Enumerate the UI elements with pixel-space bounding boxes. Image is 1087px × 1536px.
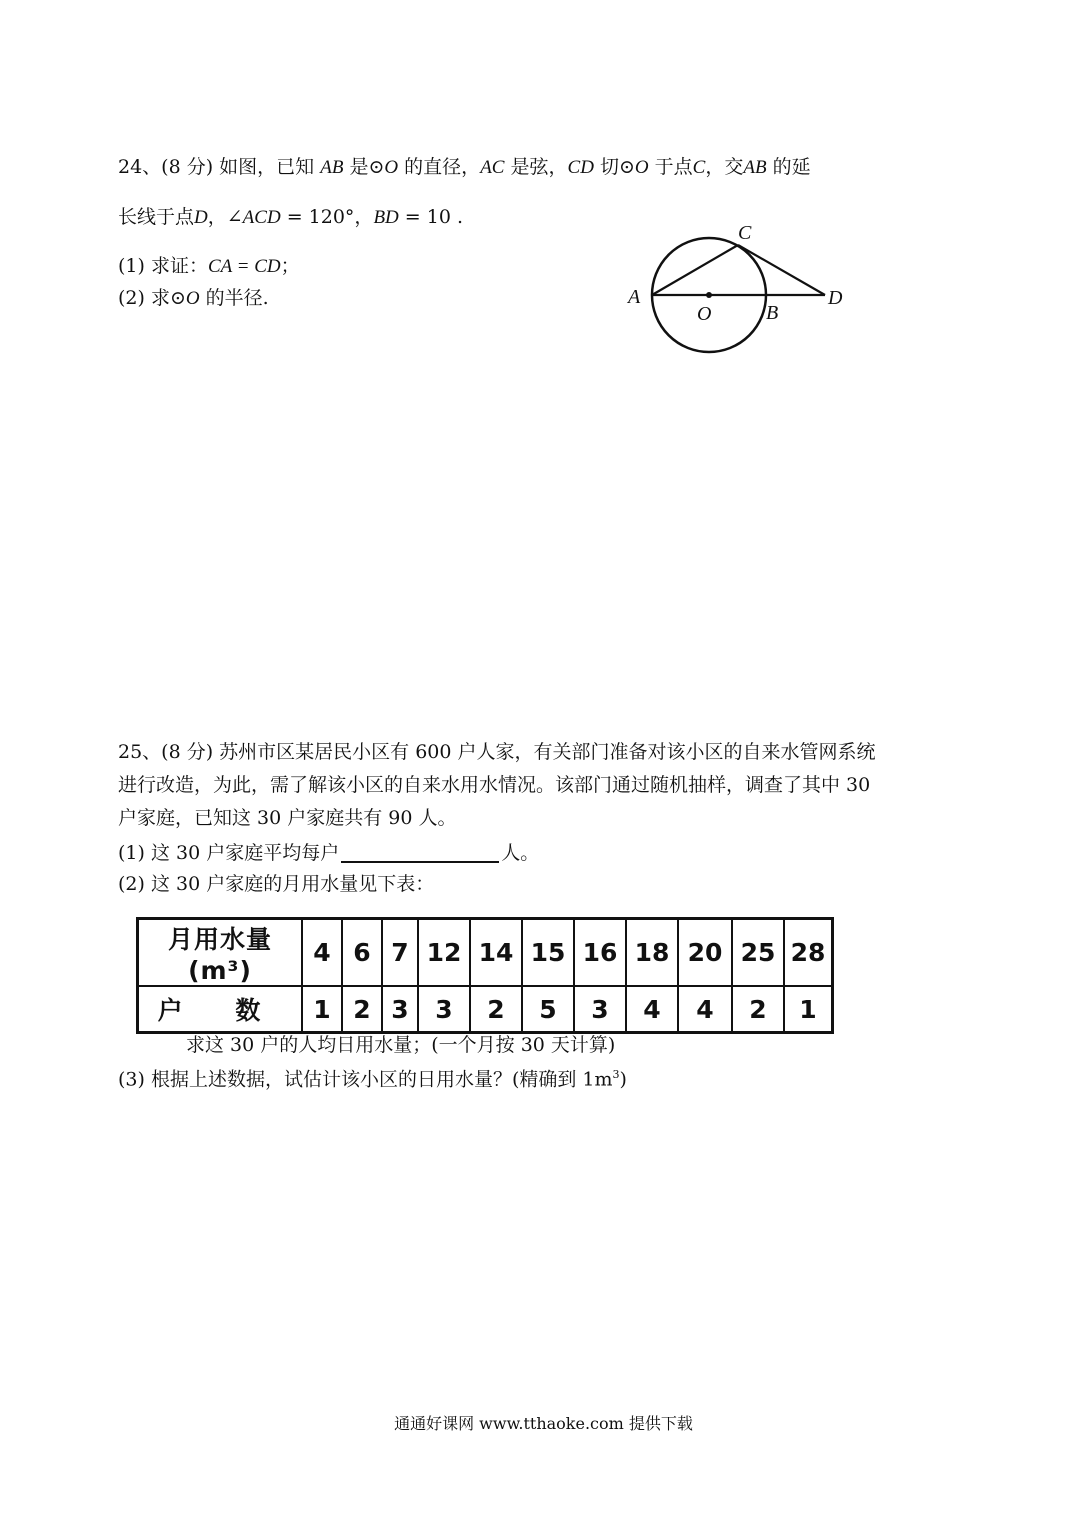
- text: 24、(8 分) 如图，已知: [118, 156, 321, 178]
- water-usage-table: [136, 917, 834, 1034]
- table-cell: 2: [342, 986, 382, 1033]
- text: (1) 这 30 户家庭平均每户: [118, 842, 340, 864]
- text: 的延: [766, 156, 811, 178]
- table-cell: 4: [626, 986, 678, 1033]
- answer-blank[interactable]: [341, 843, 499, 863]
- table-cell: 7: [382, 919, 418, 987]
- table-cell: 3: [574, 986, 626, 1033]
- var: CD: [567, 157, 594, 178]
- text: 是弦，: [504, 156, 568, 178]
- table-cell: 28: [784, 919, 833, 987]
- q25-line-3: 户家庭，已知这 30 户家庭共有 90 人。: [118, 807, 457, 829]
- q25-subquestion-1: [118, 843, 539, 863]
- chord-ac: [652, 245, 738, 295]
- text: 的半径.: [199, 287, 269, 309]
- table-cell: 6: [342, 919, 382, 987]
- text: 是⊙: [343, 156, 385, 178]
- q25-task: 求这 30 户的人均日用水量；(一个月按 30 天计算): [186, 1034, 616, 1056]
- table-cell: 16: [574, 919, 626, 987]
- table-row-usage: [138, 919, 833, 987]
- q24-subquestion-1: [118, 257, 300, 276]
- var: O: [185, 288, 200, 309]
- page-footer: 通通好课网 www.tthaoke.com 提供下载: [394, 1414, 693, 1433]
- table-cell: 20: [678, 919, 732, 987]
- text: (3) 根据上述数据，试估计该小区的日用水量？(精确到 1m: [118, 1068, 613, 1091]
- var: C: [692, 157, 706, 178]
- text: 的直径，: [398, 156, 481, 178]
- table-cell: 5: [522, 986, 574, 1033]
- table-header-usage: 月用水量(m³): [138, 919, 303, 987]
- table-cell: 4: [302, 919, 342, 987]
- var: AC: [480, 157, 505, 178]
- equation: CA = CD: [207, 256, 281, 277]
- var: AB: [320, 157, 344, 178]
- text: = 10 .: [398, 206, 464, 228]
- var: O: [384, 157, 399, 178]
- text: 切⊙: [593, 156, 635, 178]
- table-cell: 1: [302, 986, 342, 1033]
- var: ACD: [242, 207, 281, 228]
- var: BD: [373, 207, 399, 228]
- text: 于点: [648, 156, 693, 178]
- table-cell: 18: [626, 919, 678, 987]
- table-cell: 15: [522, 919, 574, 987]
- q25-subquestion-3: [118, 1069, 627, 1089]
- text: (2) 求⊙: [118, 287, 186, 309]
- q24-subquestion-2: [118, 289, 269, 308]
- label-b: B: [766, 302, 779, 324]
- text: (1) 求证：: [118, 255, 208, 277]
- q24-line-1: [118, 158, 811, 177]
- q25-subquestion-2: (2) 这 30 户家庭的月用水量见下表：: [118, 873, 435, 895]
- q25-line-1: 25、(8 分) 苏州市区某居民小区有 600 户人家，有关部门准备对该小区的自来水管网系统: [118, 741, 876, 763]
- text: 长线于点: [118, 206, 195, 228]
- var: D: [194, 207, 208, 228]
- label-d: D: [828, 287, 843, 309]
- text: ；: [280, 255, 300, 277]
- table-cell: 12: [418, 919, 470, 987]
- q24-line-2: [118, 208, 463, 227]
- text: ，交: [705, 156, 744, 178]
- table-cell: 25: [732, 919, 784, 987]
- table-row-households: [138, 986, 833, 1033]
- table-cell: 3: [418, 986, 470, 1033]
- text: ，∠: [207, 206, 243, 228]
- table-header-households: 户 数: [138, 986, 303, 1033]
- superscript: 3: [612, 1068, 620, 1081]
- label-o: O: [697, 303, 712, 325]
- text: ): [619, 1068, 627, 1091]
- center-point: [706, 292, 712, 298]
- table-cell: 2: [470, 986, 522, 1033]
- table-cell: 4: [678, 986, 732, 1033]
- table-cell: 14: [470, 919, 522, 987]
- table-cell: 1: [784, 986, 833, 1033]
- tangent-cd: [738, 245, 825, 295]
- text: 人。: [501, 842, 540, 864]
- label-a: A: [628, 286, 641, 308]
- circle-tangent-figure: [620, 215, 860, 365]
- var: AB: [743, 157, 767, 178]
- text: = 120°，: [280, 206, 374, 228]
- var: O: [634, 157, 649, 178]
- table-cell: 3: [382, 986, 418, 1033]
- q25-line-2: 进行改造，为此，需了解该小区的自来水用水情况。该部门通过随机抽样，调查了其中 30: [118, 774, 871, 796]
- table-cell: 2: [732, 986, 784, 1033]
- label-c: C: [738, 222, 752, 244]
